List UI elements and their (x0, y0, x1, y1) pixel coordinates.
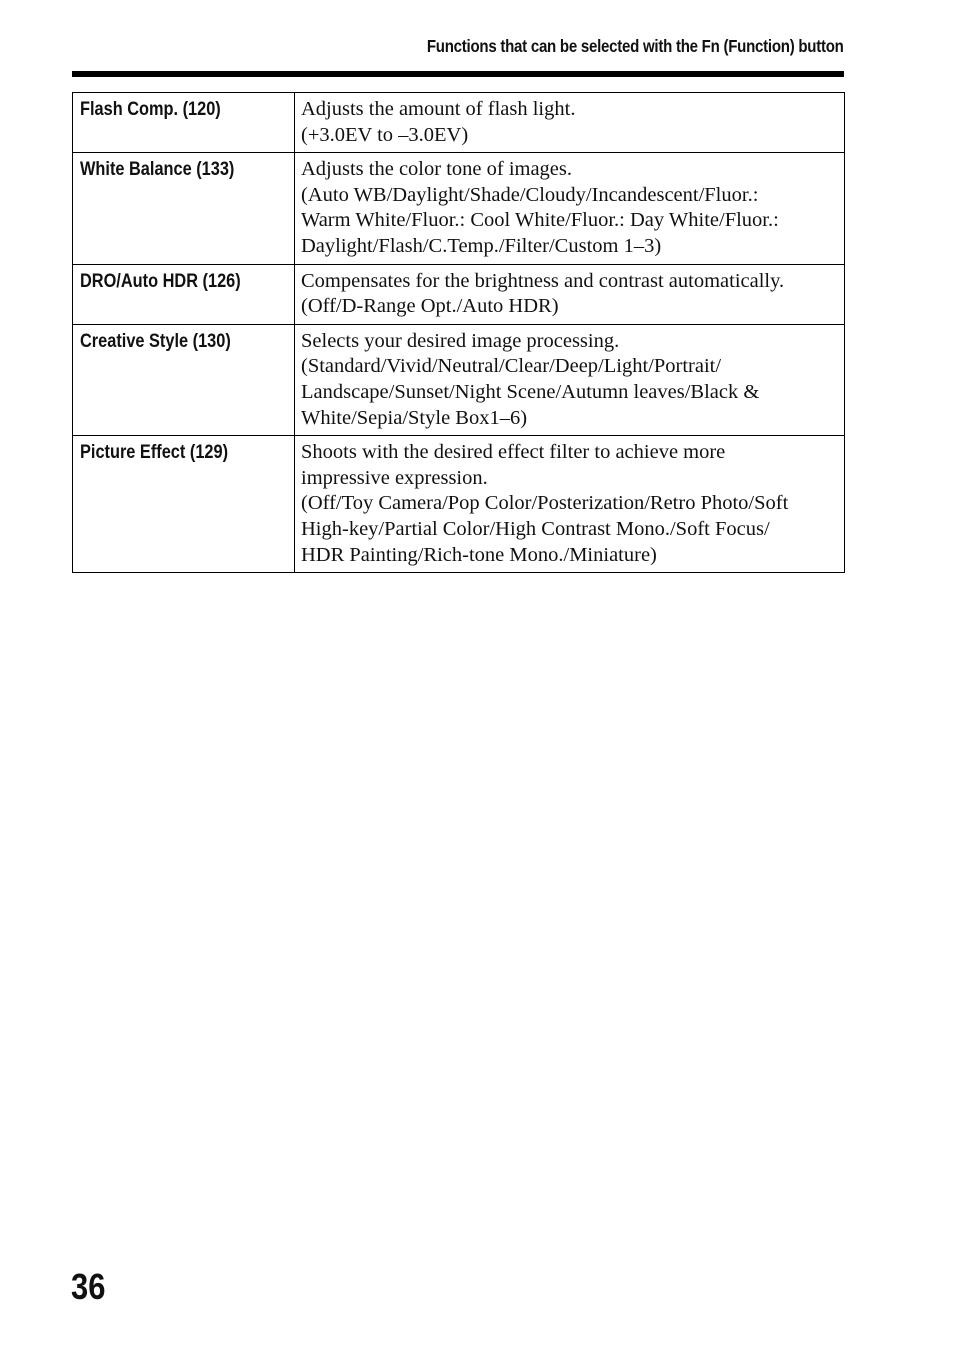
description-line: Daylight/Flash/C.Temp./Filter/Custom 1–3) (301, 234, 662, 257)
table-row (73, 153, 845, 264)
table-row (73, 436, 845, 573)
page-number: 36 (71, 1266, 106, 1307)
header-rule (72, 71, 844, 77)
function-name: Picture Effect (129) (80, 442, 229, 464)
page-header-title: Functions that can be selected with the Fn (Function) button (427, 36, 844, 56)
function-name-cell (73, 324, 295, 435)
description-line: (Auto WB/Daylight/Shade/Cloudy/Incandescent/Fluor.: (301, 183, 759, 206)
description-line: Selects your desired image processing. (301, 329, 620, 352)
description-line: (Standard/Vivid/Neutral/Clear/Deep/Light/Portrait/ (301, 355, 722, 378)
description-line: (Off/D-Range Opt./Auto HDR) (301, 295, 559, 318)
description-line: White/Sepia/Style Box1–6) (301, 406, 528, 429)
function-description-cell (295, 93, 845, 153)
table-row (73, 264, 845, 324)
function-description-cell (295, 436, 845, 573)
function-name-cell (73, 264, 295, 324)
function-name: Flash Comp. (120) (80, 99, 221, 120)
description-line: Adjusts the amount of flash light. (301, 98, 576, 120)
table-row (73, 93, 845, 153)
function-name-cell (73, 93, 295, 153)
function-description-cell (295, 324, 845, 435)
description-line: Compensates for the brightness and contrast automatically. (301, 269, 785, 292)
function-name: DRO/Auto HDR (126) (80, 270, 241, 292)
function-description-cell (295, 153, 845, 264)
description-line: HDR Painting/Rich-tone Mono./Miniature) (301, 543, 657, 566)
description-line: (+3.0EV to –3.0EV) (301, 123, 469, 146)
description-line: Shoots with the desired effect filter to achieve more (301, 441, 726, 464)
function-name-cell (73, 436, 295, 573)
description-line: Warm White/Fluor.: Cool White/Fluor.: Day White/Fluor.: (301, 209, 779, 232)
function-description-cell (295, 264, 845, 324)
description-line: Adjusts the color tone of images. (301, 158, 573, 181)
function-table (72, 92, 845, 573)
function-name: White Balance (133) (80, 159, 235, 181)
function-name-cell (73, 153, 295, 264)
description-line: High-key/Partial Color/High Contrast Mono./Soft Focus/ (301, 517, 770, 540)
description-line: Landscape/Sunset/Night Scene/Autumn leaves/Black & (301, 380, 760, 403)
function-name: Creative Style (130) (80, 330, 231, 352)
description-line: impressive expression. (301, 466, 488, 489)
table-row (73, 324, 845, 435)
description-line: (Off/Toy Camera/Pop Color/Posterization/Retro Photo/Soft (301, 492, 789, 515)
